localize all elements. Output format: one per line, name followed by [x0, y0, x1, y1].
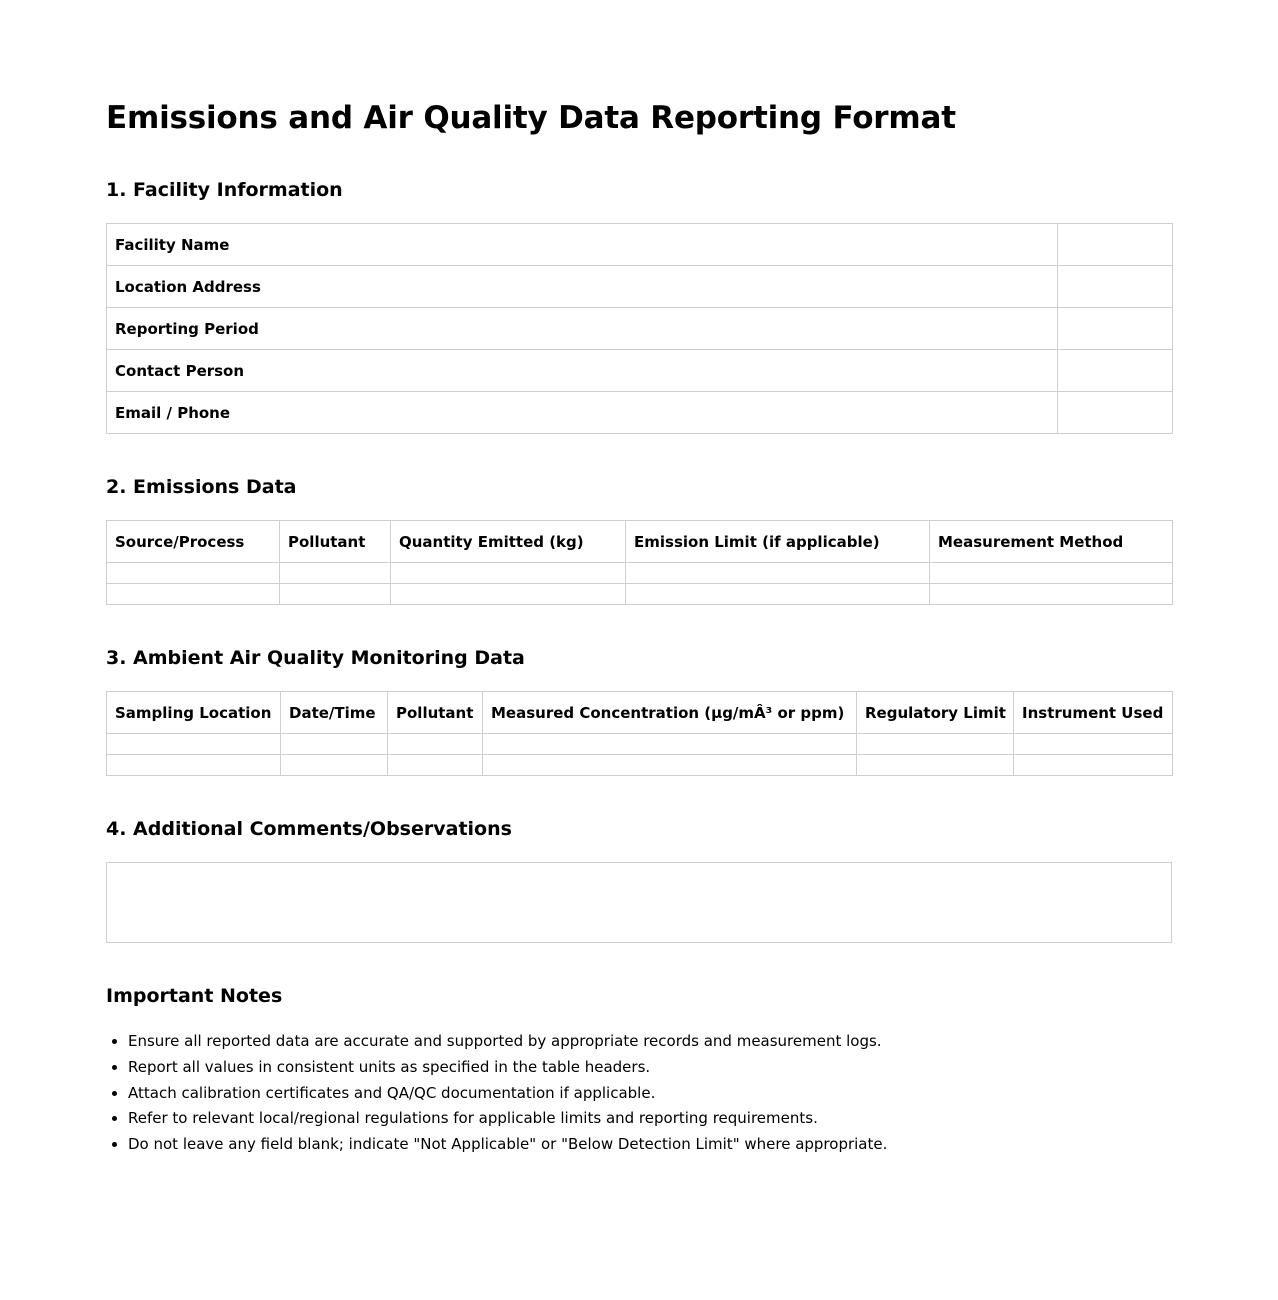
column-header: Pollutant [280, 521, 391, 563]
list-item: • Attach calibration certificates and QA/QC documentation if applicable. [128, 1081, 1172, 1107]
contact-person-label: Contact Person [107, 350, 1058, 392]
page-title: Emissions and Air Quality Data Reporting Format [106, 100, 956, 136]
facility-heading: 1. Facility Information [106, 179, 343, 201]
facility-table [106, 223, 1173, 434]
emissions-table [106, 520, 1173, 605]
column-header: Measured Concentration (µg/mÂ³ or ppm) [483, 692, 857, 734]
table-cell[interactable] [281, 755, 388, 776]
table-cell[interactable] [388, 755, 483, 776]
reporting-period-field[interactable] [1058, 308, 1173, 350]
list-item: • Do not leave any field blank; indicate "Not Applicable" or "Below Detection Limit" where appropriate. [128, 1132, 1172, 1158]
table-cell[interactable] [857, 755, 1014, 776]
location-address-field[interactable] [1058, 266, 1173, 308]
column-header: Source/Process [107, 521, 280, 563]
notes-list [106, 1029, 1172, 1158]
location-address-label: Location Address [107, 266, 1058, 308]
facility-name-label: Facility Name [107, 224, 1058, 266]
column-header: Regulatory Limit [857, 692, 1014, 734]
table-row [107, 755, 1173, 776]
table-row [107, 224, 1173, 266]
table-row [107, 563, 1173, 584]
table-cell[interactable] [857, 734, 1014, 755]
list-item: • Refer to relevant local/regional regulations for applicable limits and reporting requirements. [128, 1106, 1172, 1132]
reporting-period-label: Reporting Period [107, 308, 1058, 350]
contact-person-field[interactable] [1058, 350, 1173, 392]
ambient-table [106, 691, 1173, 776]
table-cell[interactable] [626, 563, 930, 584]
column-header: Quantity Emitted (kg) [391, 521, 626, 563]
list-item: • Report all values in consistent units as specified in the table headers. [128, 1055, 1172, 1081]
list-item: • Ensure all reported data are accurate and supported by appropriate records and measurement logs. [128, 1029, 1172, 1055]
table-cell[interactable] [391, 563, 626, 584]
ambient-heading: 3. Ambient Air Quality Monitoring Data [106, 647, 525, 669]
column-header: Measurement Method [930, 521, 1173, 563]
notes-heading: Important Notes [106, 985, 283, 1007]
table-row [107, 350, 1173, 392]
table-cell[interactable] [280, 563, 391, 584]
emissions-heading: 2. Emissions Data [106, 476, 297, 498]
table-row [107, 584, 1173, 605]
column-header: Instrument Used [1014, 692, 1173, 734]
table-cell[interactable] [483, 755, 857, 776]
email-phone-label: Email / Phone [107, 392, 1058, 434]
comments-heading: 4. Additional Comments/Observations [106, 818, 512, 840]
table-cell[interactable] [107, 734, 281, 755]
column-header: Date/Time [281, 692, 388, 734]
table-cell[interactable] [626, 584, 930, 605]
table-row [107, 734, 1173, 755]
column-header: Emission Limit (if applicable) [626, 521, 930, 563]
table-row [107, 266, 1173, 308]
table-cell[interactable] [483, 734, 857, 755]
table-cell[interactable] [930, 584, 1173, 605]
table-cell[interactable] [1014, 734, 1173, 755]
comments-box[interactable] [106, 862, 1172, 943]
table-cell[interactable] [388, 734, 483, 755]
email-phone-field[interactable] [1058, 392, 1173, 434]
table-cell[interactable] [280, 584, 391, 605]
table-row [107, 308, 1173, 350]
table-cell[interactable] [1014, 755, 1173, 776]
table-cell[interactable] [930, 563, 1173, 584]
table-cell[interactable] [107, 563, 280, 584]
table-row [107, 392, 1173, 434]
table-header-row [107, 521, 1173, 563]
table-cell[interactable] [107, 584, 280, 605]
column-header: Pollutant [388, 692, 483, 734]
column-header: Sampling Location [107, 692, 281, 734]
table-header-row [107, 692, 1173, 734]
table-cell[interactable] [107, 755, 281, 776]
facility-name-field[interactable] [1058, 224, 1173, 266]
table-cell[interactable] [281, 734, 388, 755]
table-cell[interactable] [391, 584, 626, 605]
